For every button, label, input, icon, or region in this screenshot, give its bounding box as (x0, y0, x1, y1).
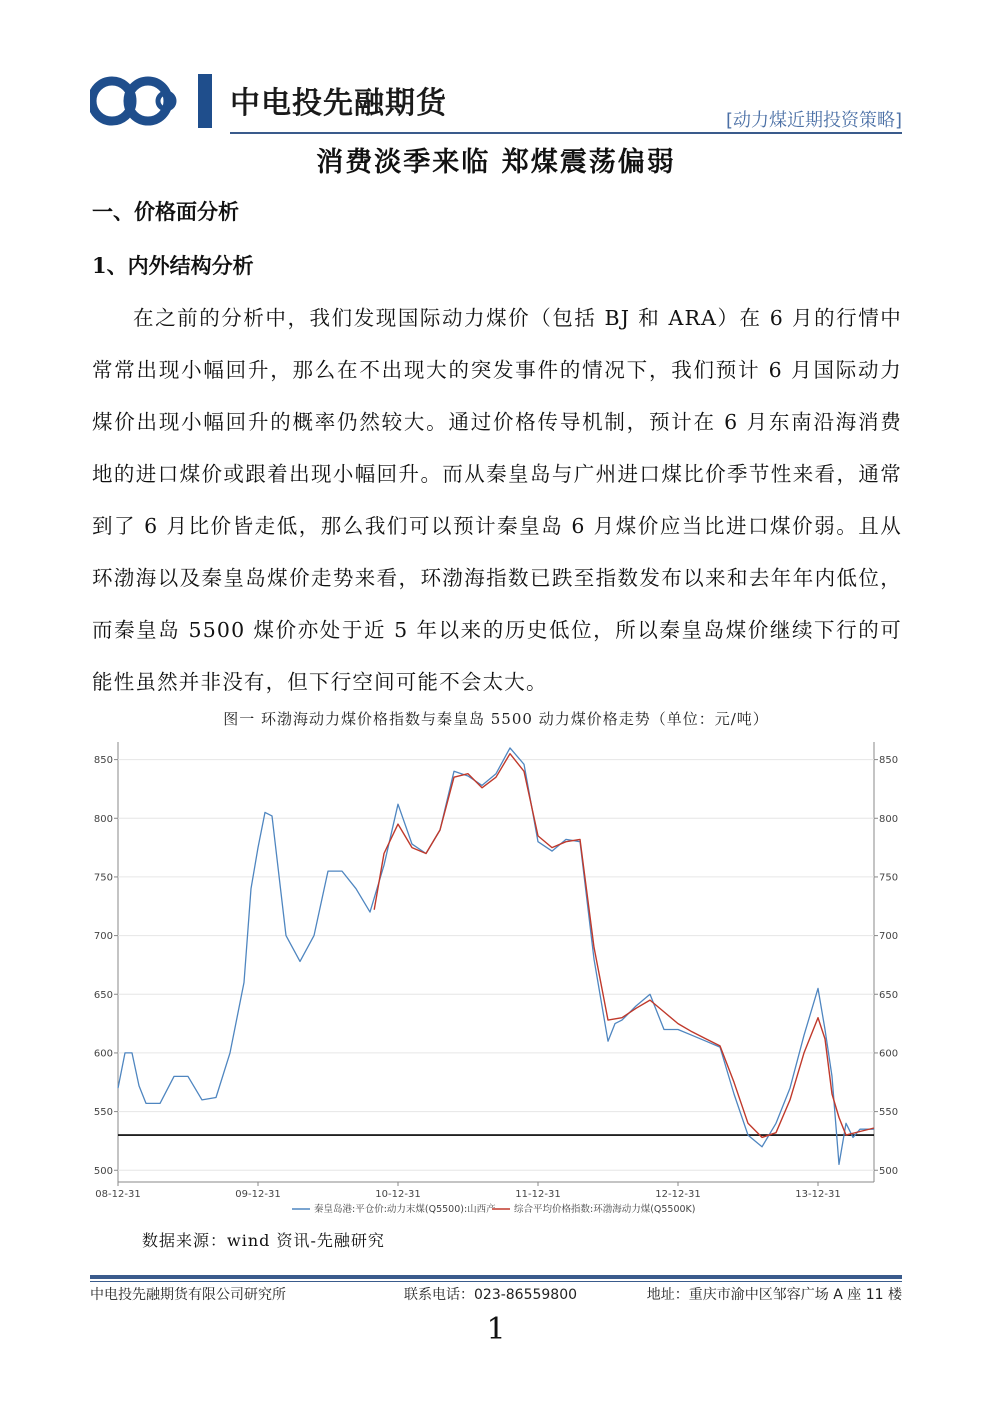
x-tick-label: 08-12-31 (95, 1189, 141, 1200)
legend-label: 综合平均价格指数:环渤海动力煤(Q5500K) (514, 1204, 696, 1215)
report-title: 消费淡季来临 郑煤震荡偏弱 (316, 147, 676, 178)
x-tick-label: 12-12-31 (655, 1189, 701, 1200)
company-name: 中电投先融期货 (230, 86, 447, 121)
series-line-qinhuangdao (118, 748, 874, 1165)
series-line-bohai-index (374, 754, 874, 1138)
y-tick-label-right: 750 (879, 872, 899, 884)
y-tick-label-right: 600 (879, 1048, 899, 1060)
y-tick-label: 600 (93, 1048, 113, 1060)
y-tick-label-right: 550 (879, 1107, 899, 1119)
y-tick-label: 750 (93, 872, 113, 884)
y-tick-label: 850 (93, 755, 113, 767)
subsection-heading: 1、内外结构分析 (92, 253, 254, 278)
footer-company: 中电投先融期货有限公司研究所 (90, 1287, 286, 1303)
footer-phone: 联系电话：023-86559800 (404, 1287, 578, 1303)
y-tick-label-right: 800 (879, 813, 899, 825)
page-number: 1 (486, 1312, 506, 1347)
y-tick-label-right: 700 (879, 931, 899, 943)
y-tick-label: 700 (93, 931, 113, 943)
analysis-paragraph: 在之前的分析中，我们发现国际动力煤价（包括 BJ 和 ARA）在 6 月的行情中常常出现小幅回升，那么在不出现大的突发事件的情况下，我们预计 6 月国际动力煤价出现小幅回升的概率仍然较大。通过价格传导机制，预计在 6 月东南沿海消费地的进口煤价或跟着出现小幅回升。而从秦皇岛与广州进口煤比价季节性来看，通常到了 6 月比价皆走低，那么我们可以预计秦皇岛 6 月煤价应当比进口煤价弱。且从环渤海以及秦皇岛煤价走势来看，环渤海指数已跌至指数发布以来和去年年内低位，而秦皇岛 5500 煤价亦处于近 5 年以来的历史低位，所以秦皇岛煤价继续下行的可能性虽然并非没有，但下行空间可能不会太大。 (92, 306, 902, 694)
figure-caption: 图一 环渤海动力煤价格指数与秦皇岛 5500 动力煤价格走势（单位：元/吨） (223, 710, 769, 728)
x-tick-label: 10-12-31 (375, 1189, 421, 1200)
legend-label: 秦皇岛港:平仓价:动力末煤(Q5500):山西产 (314, 1204, 496, 1215)
page-header (90, 66, 902, 136)
section-heading: 一、价格面分析 (92, 199, 239, 224)
company-logo-icon (90, 70, 214, 132)
footer-address: 地址：重庆市渝中区邹容广场 A 座 11 楼 (646, 1287, 902, 1303)
data-source: 数据来源：wind 资讯-先融研究 (142, 1231, 385, 1250)
y-tick-label: 650 (93, 989, 113, 1001)
page-footer (90, 1284, 902, 1304)
footer-rule (90, 1275, 902, 1279)
y-tick-label: 550 (93, 1107, 113, 1119)
report-tagline: [动力煤近期投资策略] (725, 110, 902, 131)
header-rule (230, 132, 902, 134)
price-trend-chart (92, 738, 904, 1228)
y-tick-label: 800 (93, 813, 113, 825)
y-tick-label: 500 (93, 1165, 113, 1177)
x-tick-label: 11-12-31 (515, 1189, 561, 1200)
y-tick-label-right: 850 (879, 755, 899, 767)
x-tick-label: 13-12-31 (795, 1189, 841, 1200)
x-tick-label: 09-12-31 (235, 1189, 281, 1200)
y-tick-label-right: 500 (879, 1165, 899, 1177)
footer-rule-thin (90, 1281, 902, 1282)
y-tick-label-right: 650 (879, 989, 899, 1001)
